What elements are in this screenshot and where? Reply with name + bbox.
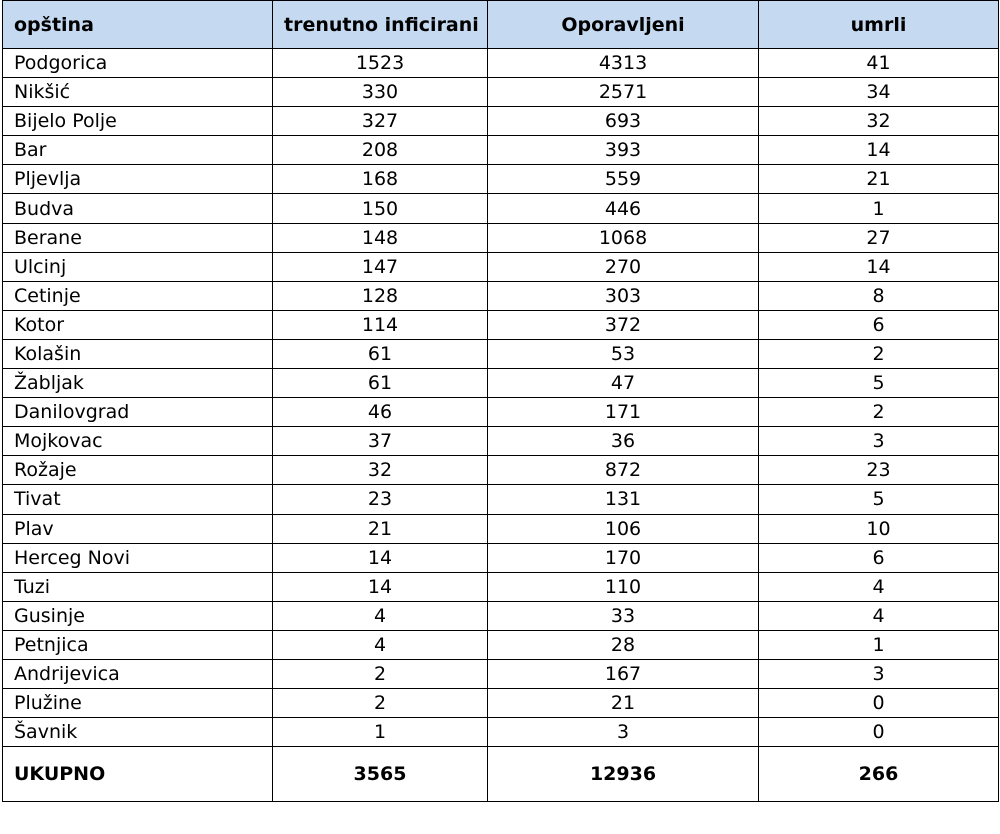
table-row <box>3 339 999 368</box>
recovered-cell: 171 <box>488 398 759 427</box>
municipality-cell: Šavnik <box>3 718 273 747</box>
deceased-cell: 23 <box>759 456 999 485</box>
recovered-cell: 3 <box>488 718 759 747</box>
currently-infected-cell: 14 <box>273 572 488 601</box>
deceased-cell: 5 <box>759 485 999 514</box>
municipality-cell: Kolašin <box>3 339 273 368</box>
table-row <box>3 543 999 572</box>
deceased-cell: 2 <box>759 398 999 427</box>
municipality-cell: Pljevlja <box>3 165 273 194</box>
table-row <box>3 456 999 485</box>
recovered-cell: 303 <box>488 281 759 310</box>
recovered-cell: 270 <box>488 252 759 281</box>
municipality-cell: Bijelo Polje <box>3 107 273 136</box>
deceased-cell: 1 <box>759 630 999 659</box>
currently-infected-cell: 2 <box>273 689 488 718</box>
table-row <box>3 136 999 165</box>
currently-infected-cell: 37 <box>273 427 488 456</box>
table-row <box>3 49 999 78</box>
recovered-cell: 1068 <box>488 223 759 252</box>
table-row <box>3 281 999 310</box>
column-header-municipality: opština <box>3 1 273 49</box>
municipality-cell: Andrijevica <box>3 659 273 688</box>
total-currently-infected: 3565 <box>273 747 488 802</box>
table-row <box>3 601 999 630</box>
municipality-cell: Nikšić <box>3 78 273 107</box>
deceased-cell: 0 <box>759 689 999 718</box>
deceased-cell: 21 <box>759 165 999 194</box>
deceased-cell: 8 <box>759 281 999 310</box>
table-header-row <box>3 1 999 49</box>
recovered-cell: 21 <box>488 689 759 718</box>
recovered-cell: 4313 <box>488 49 759 78</box>
municipality-cell: Mojkovac <box>3 427 273 456</box>
deceased-cell: 5 <box>759 369 999 398</box>
municipality-cell: Cetinje <box>3 281 273 310</box>
recovered-cell: 106 <box>488 514 759 543</box>
municipality-cell: Kotor <box>3 310 273 339</box>
table-row <box>3 165 999 194</box>
table-row <box>3 194 999 223</box>
recovered-cell: 47 <box>488 369 759 398</box>
table-row <box>3 310 999 339</box>
municipality-cell: Plav <box>3 514 273 543</box>
currently-infected-cell: 23 <box>273 485 488 514</box>
currently-infected-cell: 1 <box>273 718 488 747</box>
recovered-cell: 131 <box>488 485 759 514</box>
municipality-cell: Rožaje <box>3 456 273 485</box>
recovered-cell: 372 <box>488 310 759 339</box>
municipality-cell: Herceg Novi <box>3 543 273 572</box>
deceased-cell: 1 <box>759 194 999 223</box>
recovered-cell: 872 <box>488 456 759 485</box>
municipality-statistics-table <box>2 0 999 802</box>
column-header-deceased: umrli <box>759 1 999 49</box>
currently-infected-cell: 114 <box>273 310 488 339</box>
table-row <box>3 107 999 136</box>
municipality-cell: Petnjica <box>3 630 273 659</box>
table-row <box>3 689 999 718</box>
municipality-cell: Gusinje <box>3 601 273 630</box>
currently-infected-cell: 4 <box>273 630 488 659</box>
municipality-cell: Berane <box>3 223 273 252</box>
table-row <box>3 659 999 688</box>
municipality-cell: Ulcinj <box>3 252 273 281</box>
table-row <box>3 572 999 601</box>
total-row <box>3 747 999 802</box>
deceased-cell: 0 <box>759 718 999 747</box>
deceased-cell: 27 <box>759 223 999 252</box>
currently-infected-cell: 61 <box>273 339 488 368</box>
table-row <box>3 485 999 514</box>
currently-infected-cell: 46 <box>273 398 488 427</box>
deceased-cell: 41 <box>759 49 999 78</box>
table-row <box>3 252 999 281</box>
recovered-cell: 33 <box>488 601 759 630</box>
table-row <box>3 514 999 543</box>
currently-infected-cell: 1523 <box>273 49 488 78</box>
recovered-cell: 2571 <box>488 78 759 107</box>
table-row <box>3 369 999 398</box>
municipality-cell: Žabljak <box>3 369 273 398</box>
municipality-cell: Tuzi <box>3 572 273 601</box>
total-deceased: 266 <box>759 747 999 802</box>
recovered-cell: 170 <box>488 543 759 572</box>
currently-infected-cell: 4 <box>273 601 488 630</box>
total-recovered: 12936 <box>488 747 759 802</box>
currently-infected-cell: 208 <box>273 136 488 165</box>
deceased-cell: 34 <box>759 78 999 107</box>
deceased-cell: 32 <box>759 107 999 136</box>
currently-infected-cell: 14 <box>273 543 488 572</box>
currently-infected-cell: 21 <box>273 514 488 543</box>
municipality-cell: Tivat <box>3 485 273 514</box>
table-row <box>3 398 999 427</box>
currently-infected-cell: 148 <box>273 223 488 252</box>
currently-infected-cell: 2 <box>273 659 488 688</box>
recovered-cell: 110 <box>488 572 759 601</box>
deceased-cell: 4 <box>759 572 999 601</box>
deceased-cell: 6 <box>759 543 999 572</box>
municipality-cell: Podgorica <box>3 49 273 78</box>
table-row <box>3 630 999 659</box>
recovered-cell: 446 <box>488 194 759 223</box>
column-header-recovered: Oporavljeni <box>488 1 759 49</box>
currently-infected-cell: 330 <box>273 78 488 107</box>
municipality-cell: Danilovgrad <box>3 398 273 427</box>
currently-infected-cell: 147 <box>273 252 488 281</box>
currently-infected-cell: 61 <box>273 369 488 398</box>
deceased-cell: 14 <box>759 252 999 281</box>
total-label: UKUPNO <box>3 747 273 802</box>
table-row <box>3 223 999 252</box>
currently-infected-cell: 327 <box>273 107 488 136</box>
table-row <box>3 78 999 107</box>
currently-infected-cell: 168 <box>273 165 488 194</box>
deceased-cell: 2 <box>759 339 999 368</box>
municipality-cell: Bar <box>3 136 273 165</box>
recovered-cell: 559 <box>488 165 759 194</box>
recovered-cell: 693 <box>488 107 759 136</box>
currently-infected-cell: 150 <box>273 194 488 223</box>
table-row <box>3 427 999 456</box>
deceased-cell: 4 <box>759 601 999 630</box>
deceased-cell: 14 <box>759 136 999 165</box>
recovered-cell: 36 <box>488 427 759 456</box>
deceased-cell: 3 <box>759 427 999 456</box>
recovered-cell: 167 <box>488 659 759 688</box>
table-body <box>3 49 999 747</box>
column-header-currently-infected: trenutno inficirani <box>273 1 488 49</box>
recovered-cell: 53 <box>488 339 759 368</box>
municipality-cell: Budva <box>3 194 273 223</box>
recovered-cell: 28 <box>488 630 759 659</box>
municipality-cell: Plužine <box>3 689 273 718</box>
currently-infected-cell: 32 <box>273 456 488 485</box>
recovered-cell: 393 <box>488 136 759 165</box>
currently-infected-cell: 128 <box>273 281 488 310</box>
table-row <box>3 718 999 747</box>
deceased-cell: 6 <box>759 310 999 339</box>
deceased-cell: 10 <box>759 514 999 543</box>
deceased-cell: 3 <box>759 659 999 688</box>
